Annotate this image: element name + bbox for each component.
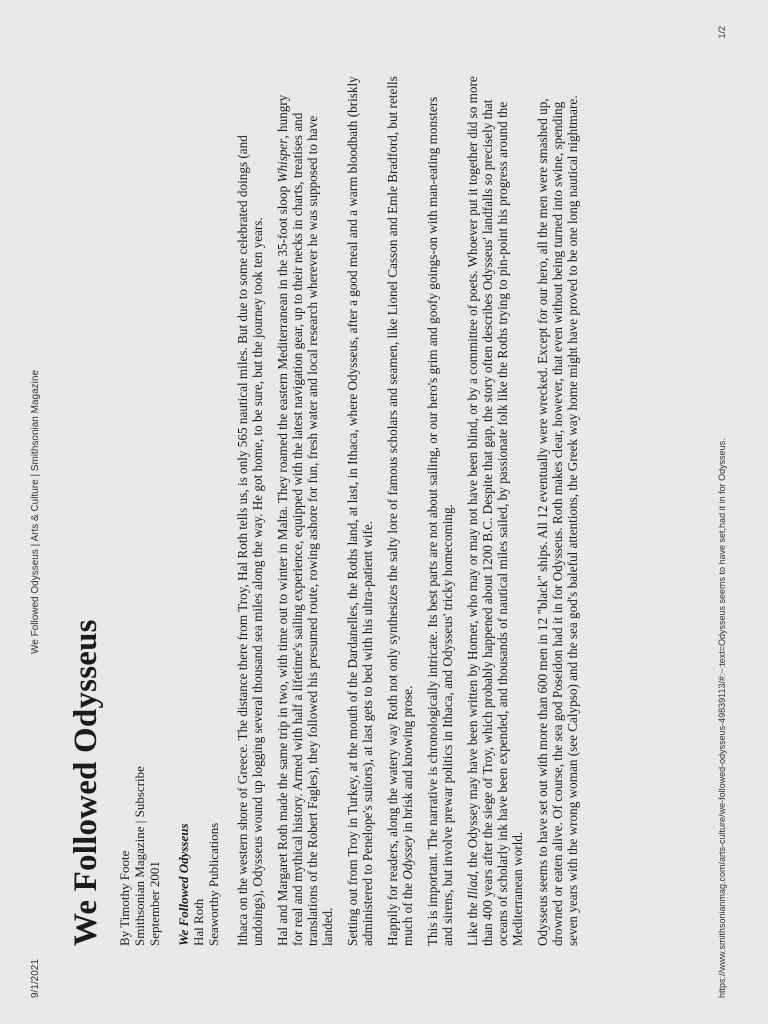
paragraph-3: Setting out from Troy in Turkey, at the mouth of the Dardanelles, the Roths land, at last, in Ithaca, where Odysseus, after a good meal and a warm bloodbath (briskly administered to Penelope's suitors), at last gets to bed with his ultra-patient wife. [345,76,375,946]
article-title: We Followed Odysseus [68,619,104,946]
article-meta [117,76,162,946]
byline: By Timothy Foote [117,850,132,946]
pub-date: September 2001 [147,861,162,946]
book-title: We Followed Odysseus [176,823,191,946]
paragraph-2: Hal and Margaret Roth made the same trip in two, with time out to winter in Malta. They roamed the eastern Mediterranean in the 35-foot sloop Whisper, hungry for real and mythical history. Armed with half a lifetime's sailing experience, equipped with the latest navigation gear, up to their necks in charts, treatises and translations of the Robert Fagles), they followed his presumed route, rowing ashore for fun, fresh water and local research wherever he was supposed to have landed. [275,94,335,946]
book-info [176,76,221,946]
paragraph-6: Like the Iliad, the Odyssey may have been written by Homer, who may or may not have been blind, or by a committee of poets. Whoever put it together did so more than 400 years after the siege of Troy, which probably happened about 1200 B.C. Despite that gap, the story often describes Odysseus' landfalls so precisely that oceans of scholarly ink have been expended, and thousands of nautical miles sailed, by passionate folk like the Roths trying to pin-point his progress around the Mediterranean world. [465,76,525,946]
book-publisher: Seaworthy Publications [206,822,221,946]
paragraph-1: Ithaca on the western shore of Greece. The distance there from Troy, Hal Roth tells us, is only 565 nautical miles. But due to some celebrated doings (and undoings), Odysseus wound up logging several thousand sea miles along the way. He got home, to be sure, but the journey took ten years. [235,135,265,946]
print-header [30,0,50,1024]
publication: Smithsonian Magazine | Subscribe [132,766,147,946]
print-date: 9/1/2021 [30,959,41,998]
book-author: Hal Roth [191,898,206,946]
print-url: https://www.smithsonianmag.com/arts-culture/we-followed-odysseus-49839113/#:~:text=Odysseus seems to have set,had it in for Odysseus. [717,438,727,998]
print-site-title: We Followed Odysseus | Arts & Culture | Smithsonian Magazine [30,369,41,655]
paragraph-5: This is important. The narrative is chronologically intricate. Its best parts are not about sailing, or our hero's grim and goofy goings-on with man-eating monsters and sirens, but involve prewar politics in Ithaca, and Odysseus' tricky homecoming. [425,96,455,946]
paragraph-7: Odysseus seems to have set out with more than 600 men in 12 "black" ships. All 12 eventually were wrecked. Except for our hero, all the men were smashed up, drowned or eaten alive. Of course, the sea god Poseidon had it in for Odysseus. Roth makes clear, however, that even without being turned into swine, spending seven years with the wrong woman (see Calypso) and the sea god's baleful attentions, the Greek way home might have proved to be one long nautical nightmare. [535,95,580,946]
print-footer [717,0,733,1024]
page-number: 1/2 [717,26,727,39]
article-body [68,76,590,946]
paragraph-4: Happily for readers, along the watery way Roth not only synthesizes the salty lore of famous scholars and seamen, like Lionel Casson and Emle Bradford, but retells much of the Odyssey in brisk and knowing prose. [385,76,415,946]
